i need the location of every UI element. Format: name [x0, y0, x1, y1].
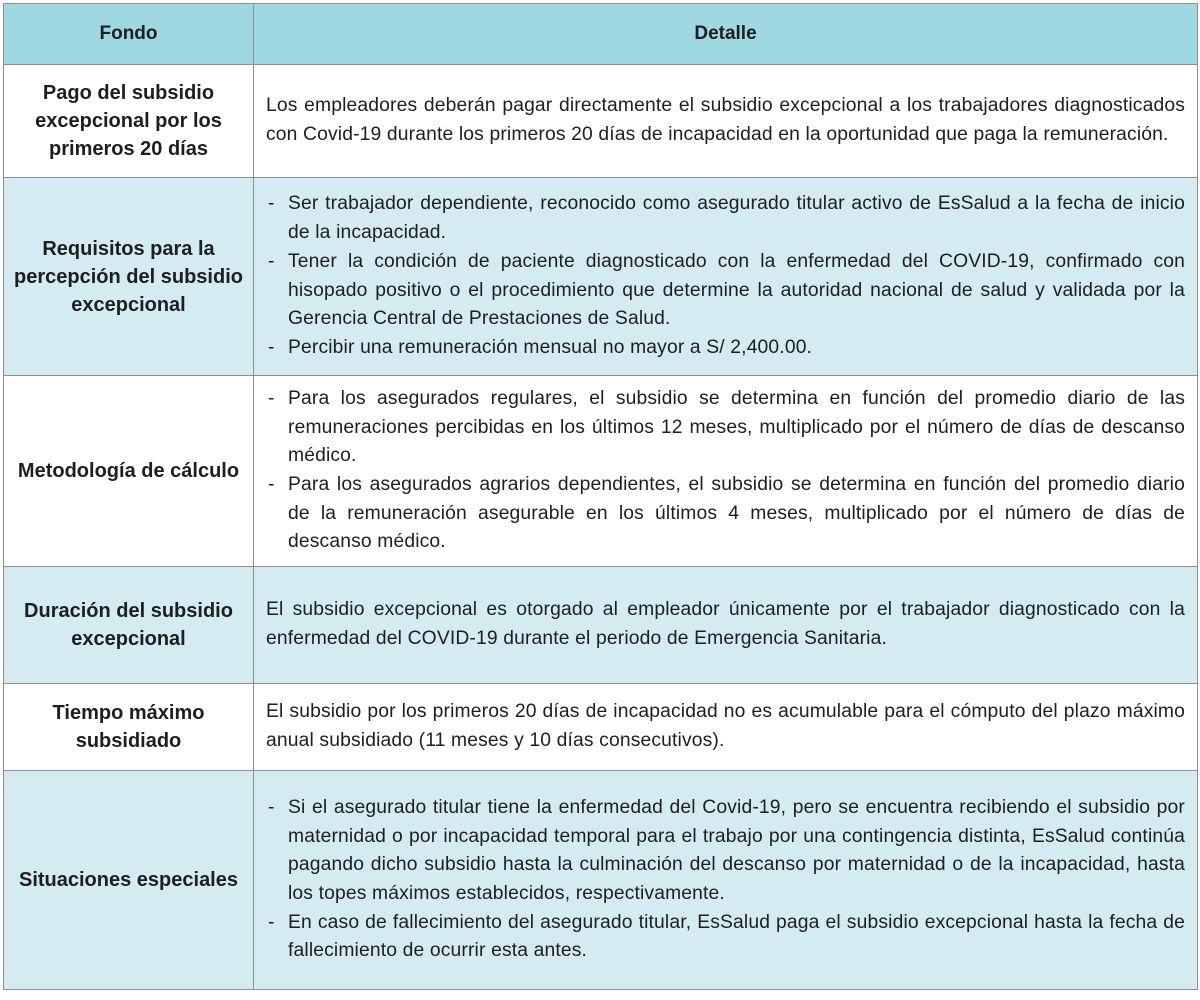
row-detail: El subsidio por los primeros 20 días de incapacidad no es acumulable para el cómputo del plazo máximo anual subsidiado (11 meses y 10 días consecutivos). — [254, 684, 1198, 771]
subsidy-table — [3, 3, 1198, 990]
table-row — [4, 178, 1198, 376]
list-item: - Si el asegurado titular tiene la enfermedad del Covid-19, pero se encuentra recibiendo el subsidio por maternidad o por incapacidad temporal para el trabajo por una contingencia distinta, EsSalud continúa pagando dicho subsidio hasta la culminación del descanso por maternidad o de la incapacidad, hasta los topes máximos establecidos, respectivamente. — [266, 794, 1185, 909]
list-item: - Para los asegurados regulares, el subsidio se determina en función del promedio diario de las remuneraciones percibidas en los últimos 12 meses, multiplicado por el número de días de descanso médico. — [266, 385, 1185, 471]
row-label: Situaciones especiales — [4, 771, 254, 990]
table-row — [4, 567, 1198, 684]
table-row — [4, 376, 1198, 567]
row-label: Pago del subsidio excepcional por los primeros 20 días — [4, 65, 254, 178]
row-label: Requisitos para la percepción del subsidio excepcional — [4, 178, 254, 376]
table-container — [3, 3, 1198, 990]
row-label: Metodología de cálculo — [4, 376, 254, 567]
row-detail — [254, 376, 1198, 567]
table-row — [4, 684, 1198, 771]
column-header-fondo: Fondo — [4, 4, 254, 65]
row-detail — [254, 771, 1198, 990]
list-item: - Tener la condición de paciente diagnosticado con la enfermedad del COVID-19, confirmado con hisopado positivo o el procedimiento que determine la autoridad nacional de salud y validada por la Gerencia Central de Prestaciones de Salud. — [266, 248, 1185, 334]
table-header-row — [4, 4, 1198, 65]
row-label: Duración del subsidio excepcional — [4, 567, 254, 684]
table-row — [4, 771, 1198, 990]
detail-list — [266, 385, 1185, 557]
detail-list — [266, 794, 1185, 966]
detail-list — [266, 190, 1185, 362]
row-detail — [254, 178, 1198, 376]
row-detail: Los empleadores deberán pagar directamente el subsidio excepcional a los trabajadores diagnosticados con Covid-19 durante los primeros 20 días de incapacidad en la oportunidad que paga la remuneración. — [254, 65, 1198, 178]
list-item: - Para los asegurados agrarios dependientes, el subsidio se determina en función del promedio diario de la remuneración asegurable en los últimos 4 meses, multiplicado por el número de días de descanso médico. — [266, 471, 1185, 557]
column-header-detalle: Detalle — [254, 4, 1198, 65]
row-label: Tiempo máximo subsidiado — [4, 684, 254, 771]
row-detail: El subsidio excepcional es otorgado al empleador únicamente por el trabajador diagnosticado con la enfermedad del COVID-19 durante el periodo de Emergencia Sanitaria. — [254, 567, 1198, 684]
table-row — [4, 65, 1198, 178]
list-item: - Percibir una remuneración mensual no mayor a S/ 2,400.00. — [266, 334, 1185, 363]
list-item: - En caso de fallecimiento del asegurado titular, EsSalud paga el subsidio excepcional hasta la fecha de fallecimiento de ocurrir esta antes. — [266, 909, 1185, 966]
list-item: - Ser trabajador dependiente, reconocido como asegurado titular activo de EsSalud a la fecha de inicio de la incapacidad. — [266, 190, 1185, 247]
